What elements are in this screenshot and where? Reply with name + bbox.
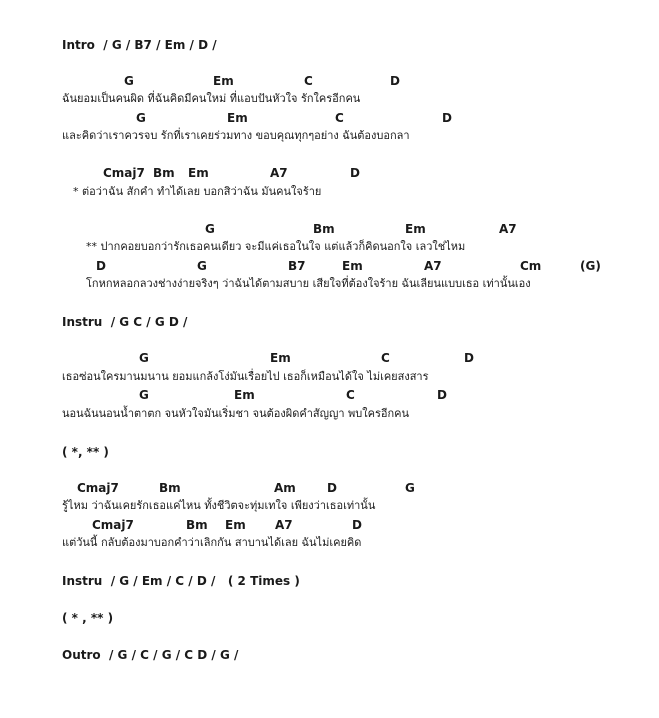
chord: G	[205, 222, 215, 236]
lyric-line: ** ปากคอยบอกว่ารักเธอคนเดียว จะมีแค่เธอในใจ แต่แล้วก็คิดนอกใจ เลวใช่ไหม	[86, 240, 466, 253]
chord: G	[124, 74, 134, 88]
lyric-line: ฉันยอมเป็นคนผิด ที่ฉันคิดมีคนใหม่ ที่แอบปันหัวใจ รักใครอีกคน	[62, 92, 361, 105]
chord: D	[464, 351, 474, 365]
chord: Em	[405, 222, 426, 236]
chord: G	[139, 388, 149, 402]
chord: C	[346, 388, 355, 402]
chord: D	[442, 111, 452, 125]
lyric-line: * ต่อว่าฉัน สักคำ ทำได้เลย บอกสิว่าฉัน มันคนใจร้าย	[73, 185, 322, 198]
lyric-line: โกหกหลอกลวงช่างง่ายจริงๆ ว่าฉันได้ตามสบาย เสียใจที่ต้องใจร้าย ฉันเลียนแบบเธอ เท่านั้นเอง	[86, 277, 531, 290]
chord: Em	[188, 166, 209, 180]
chord: G	[139, 351, 149, 365]
lyric-line: นอนฉันนอนน้ำตาตก จนหัวใจมันเริ่มชา จนต้องผิดคำสัญญา พบใครอีกคน	[62, 407, 410, 420]
chord: Em	[342, 259, 363, 273]
chord: Bm	[313, 222, 335, 236]
chord: (G)	[580, 259, 601, 273]
chord: Am	[274, 481, 296, 495]
chord: D	[437, 388, 447, 402]
chord: C	[304, 74, 313, 88]
lyric-line: เธอซ่อนใครมานมนาน ยอมแกล้งโง่มันเรื่อยไป เธอก็เหมือนได้ใจ ไม่เคยสงสาร	[62, 370, 429, 383]
chord: Cmaj7	[103, 166, 145, 180]
chord: B7	[288, 259, 306, 273]
lyric-line: แต่วันนี้ กลับต้องมาบอกคำว่าเลิกกัน สาบานได้เลย ฉันไม่เคยคิด	[62, 536, 362, 549]
chord: Em	[225, 518, 246, 532]
instru-line: Instru / G / Em / C / D / ( 2 Times )	[62, 574, 300, 588]
chord: A7	[270, 166, 288, 180]
chord: D	[352, 518, 362, 532]
repeat-marker: ( * , ** )	[62, 611, 114, 625]
chord: Em	[213, 74, 234, 88]
intro-line: Intro / G / B7 / Em / D /	[62, 38, 217, 52]
chord: Bm	[159, 481, 181, 495]
chord: A7	[424, 259, 442, 273]
chord: G	[197, 259, 207, 273]
chord: D	[327, 481, 337, 495]
chord: A7	[499, 222, 517, 236]
chord: C	[381, 351, 390, 365]
outro-line: Outro / G / C / G / C D / G /	[62, 648, 239, 662]
chord: D	[96, 259, 106, 273]
chord: D	[390, 74, 400, 88]
chord: Cmaj7	[92, 518, 134, 532]
chord: A7	[275, 518, 293, 532]
chord: Em	[227, 111, 248, 125]
chord: D	[350, 166, 360, 180]
lyric-line: รู้ไหม ว่าฉันเคยรักเธอแค่ไหน ทั้งชีวิตจะทุ่มเทใจ เพียงว่าเธอเท่านั้น	[62, 499, 376, 512]
chord: Em	[234, 388, 255, 402]
chord: C	[335, 111, 344, 125]
chord: G	[136, 111, 146, 125]
instru-line: Instru / G C / G D /	[62, 315, 188, 329]
chord: Cm	[520, 259, 542, 273]
chord: Cmaj7	[77, 481, 119, 495]
chord: Em	[270, 351, 291, 365]
chord: Bm	[186, 518, 208, 532]
chord: Bm	[153, 166, 175, 180]
repeat-marker: ( *, ** )	[62, 445, 109, 459]
lyric-line: และคิดว่าเราควรจบ รักที่เราเคยร่วมทาง ขอบคุณทุกๆอย่าง ฉันต้องบอกลา	[62, 129, 410, 142]
chord: G	[405, 481, 415, 495]
